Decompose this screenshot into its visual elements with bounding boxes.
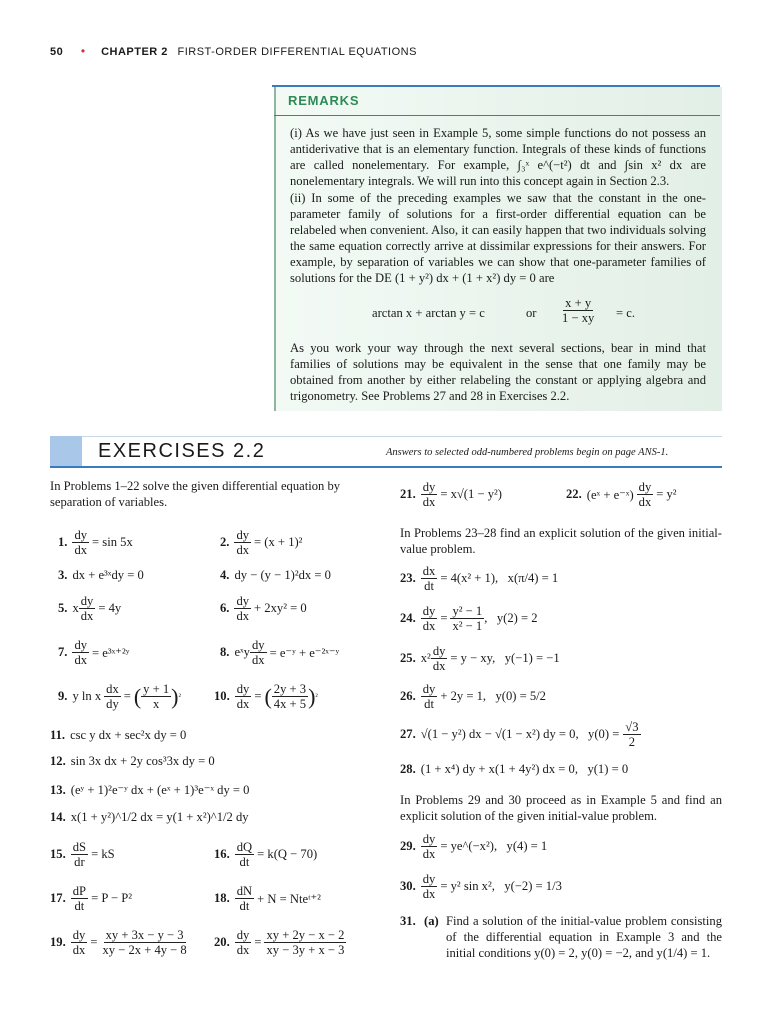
problem-28	[400, 762, 628, 777]
denominator: dx	[236, 543, 250, 557]
problem-23	[400, 564, 558, 593]
problem-number: 6.	[220, 601, 230, 615]
denominator: dx	[236, 943, 250, 957]
numerator: dy	[638, 480, 652, 494]
problem-text: Find a solution of the initial-value problem consisting of the differential equation in Example 3 and the initial conditions y(0) = 2, y(0) = −2, and y(1/4) = 1.	[446, 914, 722, 960]
problem-number: 5.	[58, 601, 68, 615]
rhs: = y² sin x², y(−2) = 1/3	[440, 879, 562, 893]
derivative	[431, 644, 448, 673]
equals: =	[440, 611, 448, 625]
derivative	[235, 682, 252, 711]
numerator: dy	[251, 638, 265, 652]
part-label: (a)	[424, 914, 439, 928]
problem-14	[50, 810, 249, 825]
problem-21	[400, 480, 502, 509]
problem-number: 21.	[400, 487, 416, 501]
problem-number: 18.	[214, 891, 230, 905]
problem-number: 13.	[50, 782, 66, 797]
numerator: dy	[422, 604, 436, 618]
problem-30	[400, 872, 562, 901]
exponent: ²	[315, 692, 318, 701]
remarks-paragraph-1: (i) As we have just seen in Example 5, some simple functions do not possess an antiderivative that is an elementary function. Integrals of these kinds of functions are called nonelementary. For example, ∫₃ˣ e^(−t²) dt and ∫sin x² dx are nonelementary integrals. We will run into this concept again in Section 2.3.	[290, 126, 706, 188]
equals: =	[123, 689, 131, 703]
numerator: dS	[72, 840, 87, 854]
problem-9: 9. y ln x $\frac{dx}{dy}$ = ( $\frac{y + 1}{x}$ ) ²	[58, 682, 181, 711]
denominator: x² − 1	[452, 619, 483, 633]
problem-19	[50, 928, 189, 957]
problem-26	[400, 682, 546, 711]
numerator: dN	[236, 884, 253, 898]
equation-or: or	[526, 306, 537, 320]
derivative	[72, 638, 89, 667]
problem-6	[220, 594, 307, 623]
problem-number: 19.	[50, 935, 66, 949]
intro-problems-1-22: In Problems 1–22 solve the given differential equation by separation of variables.	[50, 479, 341, 509]
denominator: dx	[80, 609, 94, 623]
remarks-paragraph-3: As you work your way through the next several sections, bear in mind that families of solutions may be equivalent in the sense that one family may be obtained from another by either relabeling the constant or applying algebra and trigonometry. See Problems 27 and 28 in Exercises 2.2.	[290, 341, 706, 403]
problem-18	[214, 884, 321, 913]
prefix: x	[72, 601, 79, 615]
derivative	[104, 682, 121, 711]
denominator: xy − 3y + x − 3	[266, 943, 345, 957]
problem-29	[400, 832, 547, 861]
exercises-color-block	[50, 436, 82, 466]
problem-number: 31.	[400, 914, 416, 928]
numerator: dP	[72, 884, 87, 898]
equation-left: arctan x + arctan y = c	[372, 306, 485, 320]
derivative	[72, 528, 89, 557]
prefix: eˣy	[234, 645, 250, 659]
problem-number: 26.	[400, 689, 416, 703]
remarks-paragraph-2: (ii) In some of the preceding examples we saw that the constant in the one-parameter family of solutions for a first-order differential equation can be relabeled when convenient. Also, it can easily happen that two individuals solving the same equation correctly arrive at dissimilar expressions for their answers. For example, by separation of variables we can show that one-parameter families of solutions for the DE (1 + y²) dx + (1 + x²) dy = 0 are	[290, 191, 706, 285]
numerator: dy	[422, 872, 436, 886]
numerator: y² − 1	[452, 604, 483, 618]
derivative	[235, 884, 254, 913]
problem-number: 30.	[400, 879, 416, 893]
rhs-fraction	[272, 682, 308, 711]
problem-number: 20.	[214, 935, 230, 949]
denominator: dx	[432, 659, 446, 673]
denominator: dt	[239, 855, 250, 869]
problem-number: 12.	[50, 754, 66, 768]
numerator: dy	[236, 528, 250, 542]
numerator: dy	[422, 480, 436, 494]
numerator: dQ	[236, 840, 253, 854]
numerator: xy + 3x − y − 3	[105, 928, 184, 942]
problem-17	[50, 884, 132, 913]
equation: (eʸ + 1)²e⁻ʸ dx + (eˣ + 1)³e⁻ˣ dy = 0	[70, 783, 250, 797]
problem-number: 4.	[220, 568, 230, 582]
problem-number: 24.	[400, 611, 416, 625]
rhs: + 2xy² = 0	[254, 601, 307, 615]
chapter-title: FIRST-ORDER DIFFERENTIAL EQUATIONS	[177, 46, 417, 58]
problem-16	[214, 840, 317, 869]
derivative	[421, 872, 438, 901]
prefix: y ln x	[72, 689, 102, 703]
denominator: x	[153, 697, 160, 711]
equals: =	[254, 935, 262, 949]
problem-number: 28.	[400, 762, 416, 776]
numerator: dy	[432, 644, 446, 658]
problem-2	[220, 528, 302, 557]
rhs: = P − P²	[91, 891, 133, 905]
numerator: xy + 2y − x − 2	[266, 928, 345, 942]
problem-number: 7.	[58, 645, 68, 659]
denominator: xy − 2x + 4y − 8	[102, 943, 187, 957]
problem-4	[220, 568, 331, 583]
denominator: dt	[74, 899, 85, 913]
prefix: (eˣ + e⁻ˣ)	[586, 487, 634, 502]
exercises-title: EXERCISES 2.2	[98, 440, 266, 462]
exercises-rule	[50, 466, 722, 468]
equation-right: = c.	[616, 306, 635, 320]
rhs: + N = Nteᵗ⁺²	[257, 891, 321, 906]
problem-number: 8.	[220, 645, 230, 659]
denominator: dx	[251, 653, 265, 667]
numerator: dy	[422, 682, 436, 696]
derivative	[71, 884, 88, 913]
derivative	[421, 564, 438, 593]
derivative	[71, 928, 88, 957]
rhs: = kS	[91, 847, 115, 861]
problem-13	[50, 782, 249, 798]
rhs: = 4(x² + 1), x(π/4) = 1	[440, 571, 559, 585]
rhs-fraction	[141, 682, 171, 711]
problem-22	[566, 480, 677, 509]
problem-number: 14.	[50, 810, 66, 824]
remarks-title-rule	[274, 115, 720, 116]
derivative	[421, 604, 438, 633]
equation: dx + e³ˣdy = 0	[72, 568, 144, 582]
numerator: dx	[422, 564, 436, 578]
derivative	[421, 682, 438, 711]
problem-number: 25.	[400, 651, 416, 665]
denominator: dx	[74, 653, 88, 667]
numerator: dy	[74, 638, 88, 652]
problem-25	[400, 644, 560, 673]
remarks-equation	[290, 296, 706, 336]
remarks-title: REMARKS	[288, 93, 360, 108]
running-header	[50, 44, 417, 58]
problem-number: 22.	[566, 487, 582, 501]
exercises-top-rule	[82, 436, 722, 437]
numerator: dy	[236, 928, 250, 942]
numerator: dy	[74, 528, 88, 542]
equation: csc y dx + sec²x dy = 0	[70, 728, 187, 742]
fraction-denominator: 1 − xy	[562, 311, 595, 325]
denominator: dt	[239, 899, 250, 913]
problem-number: 9.	[58, 689, 68, 703]
denominator: dx	[422, 495, 436, 509]
rhs: + 2y = 1, y(0) = 5/2	[440, 689, 546, 703]
rhs: = e³ˣ⁺²ʸ	[92, 645, 130, 660]
numerator: dx	[106, 682, 119, 696]
problem-number: 29.	[400, 839, 416, 853]
problem-number: 1.	[58, 535, 68, 549]
equation: √(1 − y²) dx − √(1 − x²) dy = 0, y(0) =	[420, 727, 620, 741]
problem-1	[58, 528, 133, 557]
derivative	[421, 480, 438, 509]
equation: sin 3x dx + 2y cos³3x dy = 0	[70, 754, 215, 768]
problem-15	[50, 840, 115, 869]
equation-fraction	[560, 296, 596, 325]
derivative	[79, 594, 96, 623]
derivative	[71, 840, 88, 869]
rhs: = x√(1 − y²)	[440, 487, 502, 501]
exponent: ²	[178, 692, 181, 701]
problem-11	[50, 728, 186, 743]
denominator: dx	[236, 609, 250, 623]
problem-number: 3.	[58, 568, 68, 582]
rhs: = 4y	[98, 601, 122, 615]
numerator: dy	[236, 682, 250, 696]
problem-number: 16.	[214, 847, 230, 861]
derivative	[250, 638, 267, 667]
fraction-numerator: x + y	[565, 296, 592, 310]
problem-number: 10.	[214, 689, 230, 703]
problem-number: 15.	[50, 847, 66, 861]
problem-3	[58, 568, 144, 583]
problem-8	[220, 638, 339, 667]
denominator: dt	[424, 697, 434, 711]
rhs-fraction	[623, 720, 640, 749]
denominator: dx	[422, 847, 436, 861]
problem-number: 11.	[50, 728, 66, 742]
chapter-label: CHAPTER 2	[101, 46, 168, 58]
intro-problems-23-28: In Problems 23–28 find an explicit solution of the given initial-value problem.	[400, 526, 722, 556]
derivative	[234, 528, 251, 557]
rhs: = (x + 1)²	[254, 535, 303, 549]
derivative	[235, 840, 254, 869]
page-number: 50	[50, 46, 64, 58]
numerator: √3	[625, 720, 639, 734]
derivative	[637, 480, 654, 509]
denominator: 2	[628, 735, 636, 749]
intro-problems-29-30: In Problems 29 and 30 proceed as in Example 5 and find an explicit solution of the given initial-value problem.	[400, 793, 722, 823]
answers-note: Answers to selected odd-numbered problems begin on page ANS-1.	[386, 447, 669, 458]
equation: (1 + x⁴) dy + x(1 + 4y²) dx = 0, y(1) = 0	[420, 762, 629, 776]
derivative	[421, 832, 438, 861]
numerator: dy	[236, 594, 250, 608]
problem-number: 27.	[400, 727, 416, 741]
equals: =	[254, 689, 262, 703]
rhs: = y²	[656, 487, 677, 501]
problem-27	[400, 720, 641, 749]
rhs: = y − xy, y(−1) = −1	[450, 651, 560, 665]
problem-20	[214, 928, 346, 957]
numerator: dy	[72, 928, 86, 942]
rhs: = k(Q − 70)	[257, 847, 318, 861]
numerator: y + 1	[143, 682, 170, 696]
equation: dy − (y − 1)²dx = 0	[234, 568, 331, 582]
problem-number: 23.	[400, 571, 416, 585]
numerator: 2y + 3	[273, 682, 307, 696]
denominator: dx	[236, 697, 250, 711]
remarks-top-rule	[272, 85, 720, 87]
denominator: dx	[422, 619, 436, 633]
problem-10: 10. $\frac{dy}{dx}$ = ( $\frac{2y + 3}{4x + 5}$ ) ²	[214, 682, 318, 711]
denominator: dx	[74, 543, 88, 557]
denominator: dx	[72, 943, 86, 957]
rhs-fraction	[450, 604, 484, 633]
problem-24	[400, 604, 538, 633]
denominator: dr	[74, 855, 85, 869]
problem-number: 17.	[50, 891, 66, 905]
problem-number: 2.	[220, 535, 230, 549]
rhs-fraction	[264, 928, 346, 957]
denominator: dy	[106, 697, 119, 711]
derivative	[234, 594, 251, 623]
rhs: = e⁻ʸ + e⁻²ˣ⁻ʸ	[269, 645, 340, 660]
rhs: = sin 5x	[92, 535, 133, 549]
prefix: x²	[420, 651, 431, 665]
equals: =	[90, 935, 98, 949]
equation: x(1 + y²)^1/2 dx = y(1 + x²)^1/2 dy	[70, 810, 249, 824]
denominator: 4x + 5	[273, 697, 307, 711]
bullet-icon: •	[80, 44, 86, 58]
problem-7	[58, 638, 129, 667]
rhs-fraction	[100, 928, 188, 957]
denominator: dx	[422, 887, 436, 901]
numerator: dy	[422, 832, 436, 846]
problem-5	[58, 594, 121, 623]
numerator: dy	[80, 594, 94, 608]
denominator: dx	[638, 495, 652, 509]
problem-31	[400, 913, 722, 961]
problem-12	[50, 754, 215, 769]
rhs: = ye^(−x²), y(4) = 1	[440, 839, 548, 853]
initial-condition: , y(2) = 2	[484, 611, 538, 625]
derivative	[235, 928, 252, 957]
denominator: dt	[424, 579, 434, 593]
